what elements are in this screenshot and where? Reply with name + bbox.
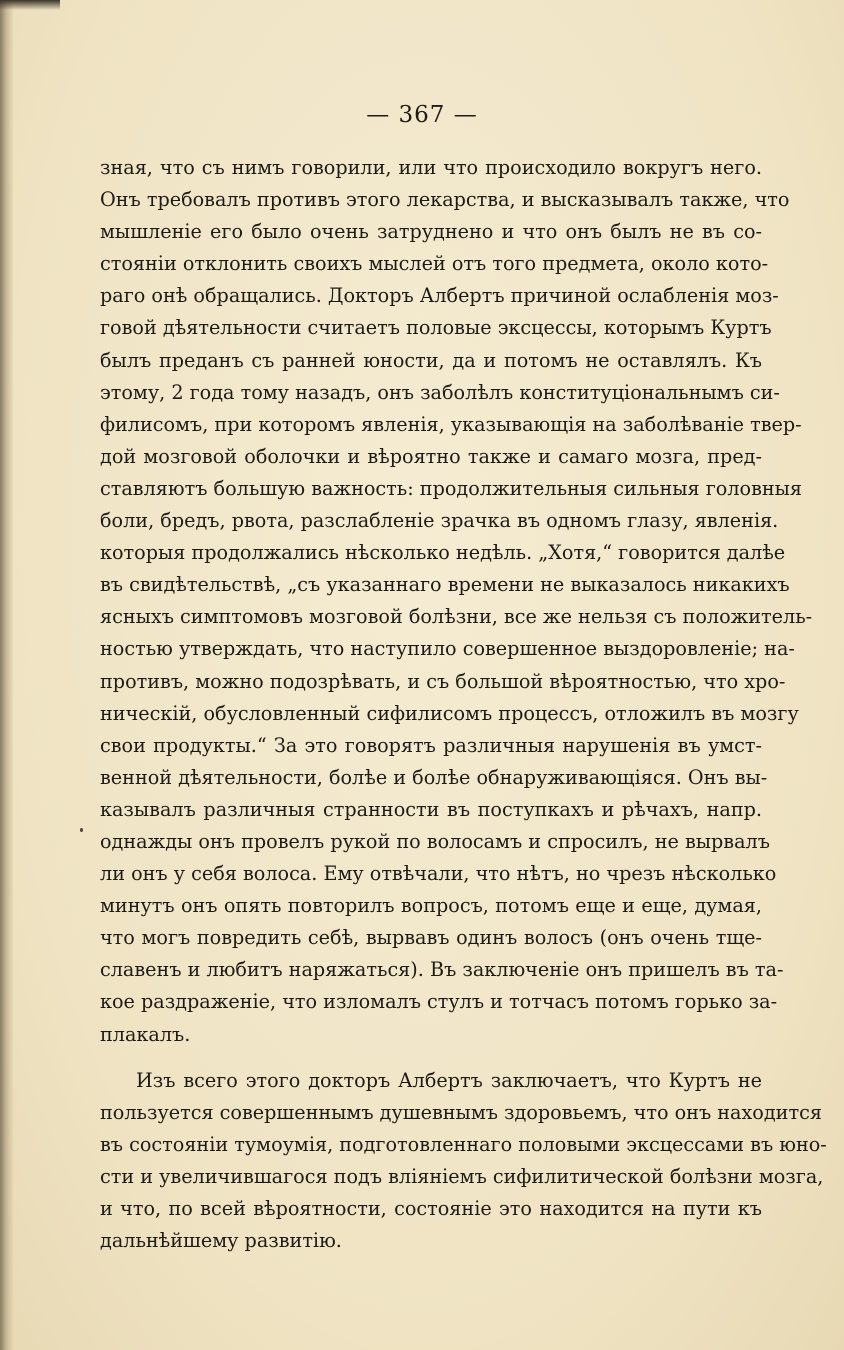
text-line: ставляютъ большую важность: продолжительныя сильныя головныя <box>100 476 803 500</box>
text-line: противъ, можно подозрѣвать, и съ большой вѣроятностью, что хро- <box>100 669 786 693</box>
text-line: и что, по всей вѣроятности, состояніе это находится на пути къ <box>100 1197 762 1220</box>
text-line: въ состояніи тумоумія, подготовленнаго половыми эксцессами въ юно- <box>100 1132 827 1156</box>
text-line: ностью утверждать, что наступило совершенное выздоровленіе; на- <box>100 637 795 661</box>
text-line: ническій, обусловленный сифилисомъ процессъ, отложилъ въ мозгу <box>100 701 799 725</box>
text-line: славенъ и любитъ наряжаться). Въ заключеніе онъ пришелъ въ та- <box>100 958 784 982</box>
text-line: филисомъ, при которомъ явленія, указывающія на заболѣваніе твер- <box>100 412 802 436</box>
text-line: венной дѣятельности, болѣе и болѣе обнаруживающіяся. Онъ вы- <box>100 765 768 789</box>
text-line: былъ преданъ съ ранней юности, да и потомъ не оставлялъ. Къ <box>100 348 762 372</box>
text-line: этому, 2 года тому назадъ, онъ заболѣлъ конституціональнымъ си- <box>100 380 780 404</box>
text-line: однажды онъ провелъ рукой по волосамъ и спросилъ, не вырвалъ <box>100 829 770 853</box>
text-line: говой дѣятельности считаетъ половые эксцессы, которымъ Куртъ <box>100 316 772 340</box>
text-line: дальнѣйшему развитію. <box>100 1229 342 1253</box>
paragraph-2 <box>100 1065 827 1258</box>
text-line: что могъ повредить себѣ, вырвавъ одинъ волосъ (онъ очень тще- <box>100 926 762 950</box>
text-line: стояніи отклонить своихъ мыслей отъ того предмета, около кото- <box>100 252 769 276</box>
text-line: свои продукты.“ За это говорятъ различныя нарушенія въ умст- <box>100 733 762 757</box>
text-line: въ свидѣтельствѣ, „съ указаннаго времени не выказалось никакихъ <box>100 573 790 597</box>
text-line: Онъ требовалъ противъ этого лекарства, и высказывалъ также, что <box>100 188 790 212</box>
text-line: ли онъ у себя волоса. Ему отвѣчали, что нѣтъ, но чрезъ нѣсколько <box>100 862 777 886</box>
text-line: раго онѣ обращались. Докторъ Албертъ причиной ослабленія моз- <box>100 284 779 308</box>
text-line: которыя продолжались нѣсколько недѣль. „Хотя,“ говорится далѣе <box>100 541 786 565</box>
spine-shadow <box>0 0 14 1350</box>
text-line: плакалъ. <box>100 1022 191 1046</box>
text-line: зная, что съ нимъ говорили, или что происходило вокругъ него. <box>100 156 762 179</box>
page-number: — 367 — <box>366 102 478 128</box>
text-line: казывалъ различныя странности въ поступкахъ и рѣчахъ, напр. <box>100 797 762 821</box>
text-line: дой мозговой оболочки и вѣроятно также и самаго мозга, пред- <box>100 444 762 468</box>
text-line: минутъ онъ опять повторилъ вопросъ, потомъ еще и еще, думая, <box>100 894 762 918</box>
text-line: Изъ всего этого докторъ Албертъ заключаетъ, что Куртъ не <box>136 1068 762 1092</box>
paragraph-1 <box>100 152 813 1051</box>
text-line: ясныхъ симптомовъ мозговой болѣзни, все же нельзя съ положитель- <box>100 605 813 629</box>
text-line: кое раздраженіе, что изломалъ стулъ и тотчасъ потомъ горько за- <box>100 990 778 1014</box>
paragraph-gap <box>100 1051 762 1065</box>
body-text <box>100 152 827 1257</box>
text-line: пользуется совершеннымъ душевнымъ здоровьемъ, что онъ находится <box>100 1100 822 1124</box>
text-line: мышленіе его было очень затруднено и что онъ былъ не въ со- <box>100 220 762 244</box>
corner-shadow <box>0 0 60 10</box>
text-line: боли, бредъ, рвота, разслабленіе зрачка въ одномъ глазу, явленія. <box>100 509 779 533</box>
text-line: сти и увеличившагося подъ вліяніемъ сифилитической болѣзни мозга, <box>100 1164 824 1188</box>
margin-mark <box>80 828 83 832</box>
